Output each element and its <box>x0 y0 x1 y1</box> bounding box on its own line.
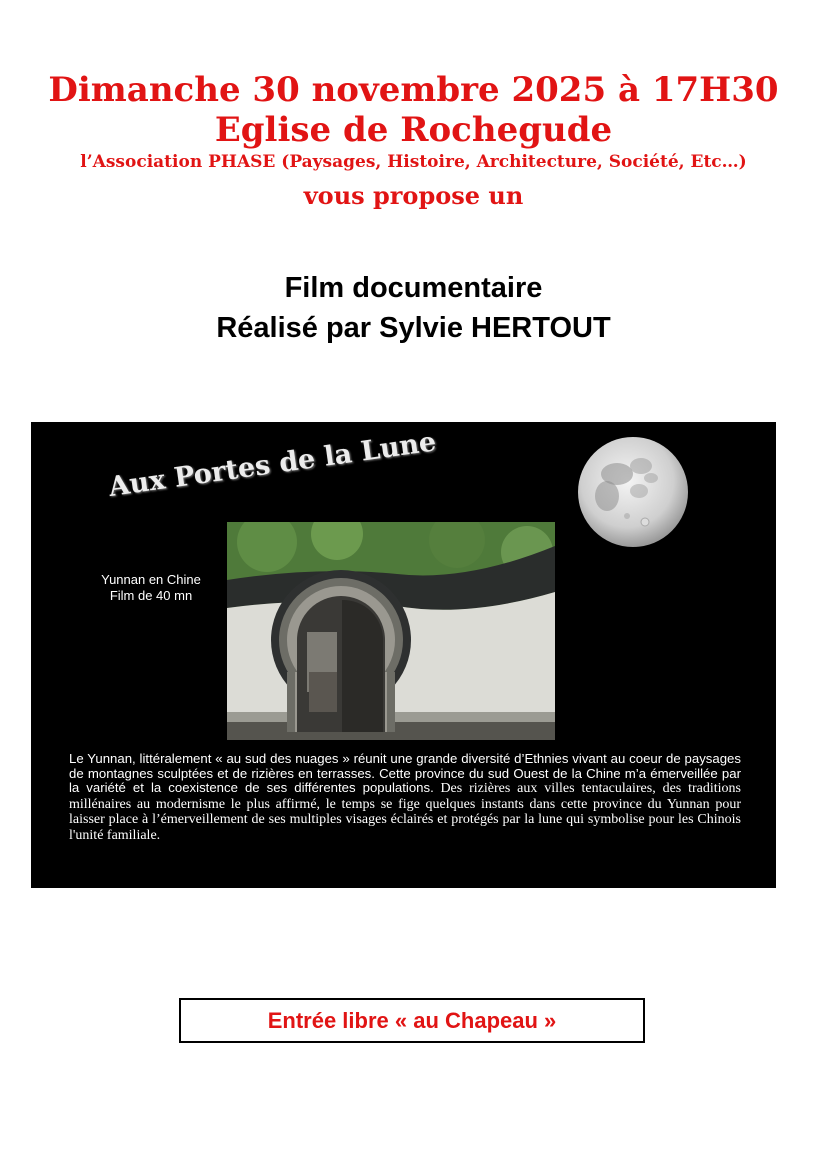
entry-info-box: Entrée libre « au Chapeau » <box>179 998 645 1043</box>
film-duration: Film de 40 mn <box>109 588 193 603</box>
moon-gate-photo <box>227 522 555 740</box>
event-date: Dimanche 30 novembre 2025 à 17H30 <box>48 70 779 110</box>
event-venue: Eglise de Rochegude <box>214 110 613 150</box>
film-type: Film documentaire <box>284 272 543 304</box>
film-info <box>61 572 241 604</box>
description-part1: Le Yunnan, littéralement « au sud des nuages » réunit une grande diversité d’Ethnies vivant au coeur de paysages de montagnes sculptées et de rizières en terrasses. Cette province du sud Ouest de la Chine m’a émerveillée par la variété et la coexistence de ses différentes populations. <box>69 751 741 795</box>
description-part2: Des rizières aux villes tentaculaires, des traditions millénaires au modernisme le plus affirmé, le temps se fige quelques instants dans cette province du Yunnan pour laisser place à l’émerveillement de ses multiples visages éclairés et protégés par la lune qui symbolise pour les Chinois l'unité familiale. <box>69 781 742 843</box>
film-director: Réalisé par Sylvie HERTOUT <box>216 312 611 344</box>
film-poster <box>31 422 776 888</box>
intro-text: vous propose un <box>303 181 524 210</box>
moon-image <box>577 436 689 548</box>
film-description <box>69 752 741 843</box>
film-location: Yunnan en Chine <box>101 572 201 587</box>
film-title: Aux Portes de la Lune <box>106 426 438 503</box>
organizer: l’Association PHASE (Paysages, Histoire, Architecture, Société, Etc…) <box>80 152 747 172</box>
